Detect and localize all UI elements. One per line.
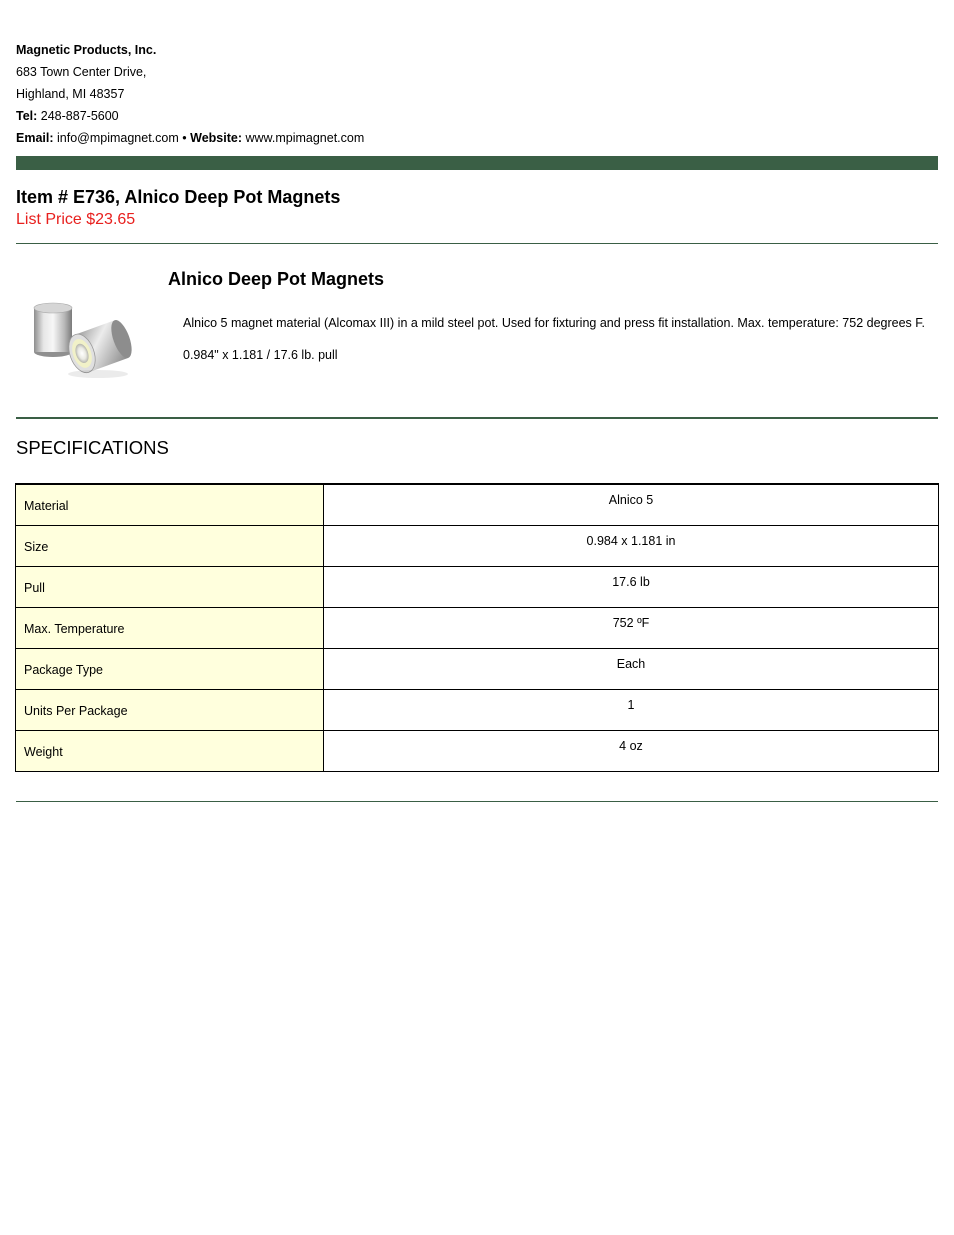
company-name-line: [16, 39, 364, 61]
table-row: [16, 484, 939, 525]
telephone-line: [16, 105, 364, 127]
spec-label: Pull: [16, 566, 324, 607]
section-divider: [16, 243, 938, 244]
table-row: [16, 607, 939, 648]
section-divider: [16, 417, 938, 419]
item-title: Item # E736, Alnico Deep Pot Magnets: [16, 187, 341, 207]
section-divider: [16, 801, 938, 802]
address-line-2: Highland, MI 48357: [16, 87, 125, 101]
spec-value: Each: [324, 648, 939, 689]
website-link[interactable]: www.mpimagnet.com: [245, 131, 365, 145]
separator-bullet: •: [182, 131, 187, 145]
specifications-table: [15, 483, 939, 772]
table-row: [16, 566, 939, 607]
website-label: Website:: [190, 131, 242, 145]
spec-value: 4 oz: [324, 730, 939, 771]
table-row: [16, 689, 939, 730]
table-row: [16, 648, 939, 689]
company-contact-block: [16, 39, 364, 149]
email-label: Email:: [16, 131, 54, 145]
tel-label: Tel:: [16, 109, 38, 123]
list-price: List Price $23.65: [16, 211, 136, 228]
company-name: Magnetic Products, Inc.: [16, 43, 157, 57]
spec-value: 1: [324, 689, 939, 730]
spec-value: 752 ºF: [324, 607, 939, 648]
email-link[interactable]: info@mpimagnet.com: [57, 131, 179, 145]
product-dimensions: 0.984" x 1.181 / 17.6 lb. pull: [183, 348, 338, 362]
email-website-line: [16, 127, 364, 149]
specifications-heading: SPECIFICATIONS: [16, 437, 169, 458]
spec-label: Material: [16, 484, 324, 525]
spec-label: Units Per Package: [16, 689, 324, 730]
spec-value: 17.6 lb: [324, 566, 939, 607]
spec-value: Alnico 5: [324, 484, 939, 525]
table-row: [16, 730, 939, 771]
address-line-1: 683 Town Center Drive,: [16, 65, 147, 79]
tel-number: 248-887-5600: [40, 109, 119, 123]
spec-label: Package Type: [16, 648, 324, 689]
pot-magnet-image: [30, 300, 138, 380]
spec-label: Size: [16, 525, 324, 566]
product-description: Alnico 5 magnet material (Alcomax III) in a mild steel pot. Used for fixturing and press fit installation. Max. temperature: 752 degrees F.: [183, 316, 926, 330]
header-divider-bar: [16, 156, 938, 170]
spec-label: Weight: [16, 730, 324, 771]
spec-label: Max. Temperature: [16, 607, 324, 648]
spec-value: 0.984 x 1.181 in: [324, 525, 939, 566]
product-name: Alnico Deep Pot Magnets: [168, 269, 385, 289]
table-row: [16, 525, 939, 566]
